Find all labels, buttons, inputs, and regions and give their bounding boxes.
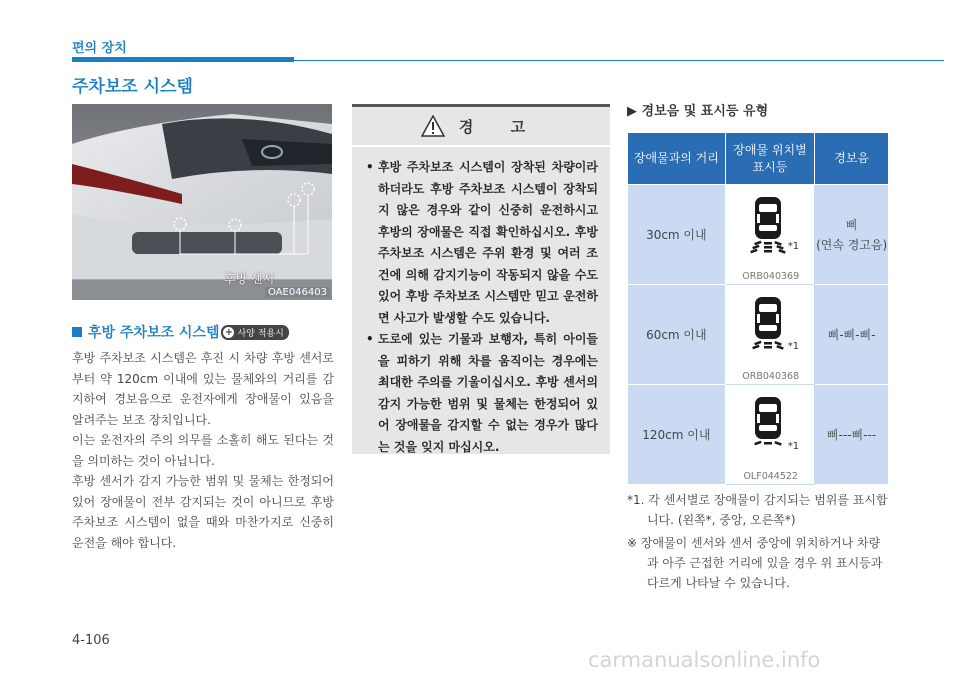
- table-row: [628, 185, 889, 285]
- body-paragraph: 후방 센서가 감지 가능한 범위 및 물체는 한정되어 있어 장애물이 전부 감지되는 것이 아니므로 후방 주차보조 시스템이 없을 때와 마찬가지로 신중히 운전을 해야 합니다.: [72, 474, 334, 550]
- body-paragraph: 이는 운전자의 주의 의무를 소홀히 해도 된다는 것을 의미하는 것이 아닙니다.: [72, 433, 334, 468]
- sound-cell: 삐---삐---: [815, 385, 889, 485]
- car-top-view-icon: [744, 295, 792, 355]
- footnote-marker: *1: [787, 441, 800, 452]
- warning-title: 경 고: [458, 117, 542, 136]
- image-code: ORB040369: [742, 271, 800, 282]
- option-badge-label: 사양 적용시: [237, 328, 284, 339]
- table-row: [628, 285, 889, 385]
- distance-cell: 60cm 이내: [628, 285, 726, 385]
- subsection-heading: [72, 322, 289, 342]
- page-number: 4-106: [72, 633, 110, 648]
- table-row: [628, 385, 889, 485]
- car-top-view-icon: [744, 395, 792, 455]
- car-top-view-icon: [744, 195, 792, 255]
- warning-item: • 후방 주차보조 시스템이 장착된 차량이라 하더라도 후방 주차보조 시스템이 장착되지 않은 경우와 같이 신중히 운전하시고 후방의 장애물은 직접 확인하십시오. 후방 주차보조 시스템은 주위 환경 및 여러 조건에 의해 감지기능이 작동되지 않을 수도 있어 후방 주차보조 시스템만 믿고 운전하면 사고가 발생할 수도 있습니다.: [366, 157, 598, 329]
- image-code: ORB040368: [742, 371, 800, 382]
- footnote-marker: *1: [787, 341, 800, 352]
- warning-box: [352, 104, 610, 454]
- car-rear-illustration: [72, 104, 332, 300]
- indicator-cell: [725, 185, 815, 285]
- body-text: [72, 348, 334, 553]
- header-rule-thin: [294, 60, 944, 61]
- square-bullet-icon: [72, 327, 82, 337]
- option-badge: [221, 325, 288, 340]
- alarm-section-title: ▶ 경보음 및 표시등 유형: [627, 104, 769, 119]
- indicator-cell: [725, 385, 815, 485]
- sound-cell: 삐-삐-삐-: [815, 285, 889, 385]
- warning-list: [352, 147, 610, 458]
- photo-label: 후방 센서: [224, 272, 275, 286]
- warning-triangle-icon: [421, 115, 445, 137]
- sound-cell: 삐 (연속 경고음): [815, 185, 889, 285]
- distance-cell: 30cm 이내: [628, 185, 726, 285]
- header-sound: 경보음: [815, 133, 889, 185]
- footnote-2: ※ 장애물이 센서와 센서 중앙에 위치하거나 차량과 아주 근접한 거리에 있을 경우 위 표시등과 다르게 나타날 수 있습니다.: [627, 536, 883, 590]
- photo-code: OAE046403: [265, 287, 330, 298]
- indicator-cell: [725, 285, 815, 385]
- subsection-title: 후방 주차보조 시스템: [88, 325, 220, 341]
- footnote-marker: *1: [787, 241, 800, 252]
- alarm-table: [627, 132, 889, 485]
- distance-cell: 120cm 이내: [628, 385, 726, 485]
- section-title: 주차보조 시스템: [72, 77, 193, 97]
- footnote-1: *1. 각 센서별로 장애물이 감지되는 범위를 표시합니다. (왼쪽*, 중앙, 오른쪽*): [627, 493, 888, 527]
- rear-sensor-photo: [72, 104, 332, 300]
- header-distance: 장애물과의 거리: [628, 133, 726, 185]
- header-indicator: 장애물 위치별 표시등: [725, 133, 815, 185]
- chapter-title: 편의 장치: [72, 41, 127, 56]
- image-code: OLF044522: [743, 471, 798, 482]
- warning-header: [352, 107, 610, 147]
- body-paragraph: 후방 주차보조 시스템은 후진 시 차량 후방 센서로부터 약 120cm 이내에 있는 물체와의 거리를 감지하여 경보음으로 운전자에게 장애물이 있음을 알려주는 보조 장치입니다.: [72, 351, 334, 427]
- watermark: carmanualsonline.info: [588, 648, 821, 672]
- warning-item: • 도로에 있는 기물과 보행자, 특히 아이들을 피하기 위해 차를 움직이는 경우에는 최대한 주의를 기울이십시오. 후방 센서의 감지 가능한 범위 및 물체는 한정되어 있어 장애물을 감지할 수 없는 경우가 많다는 것을 잊지 마십시오.: [366, 329, 598, 458]
- plus-icon: +: [224, 326, 234, 338]
- header-rule-thick: [72, 57, 294, 62]
- table-header-row: [628, 133, 889, 185]
